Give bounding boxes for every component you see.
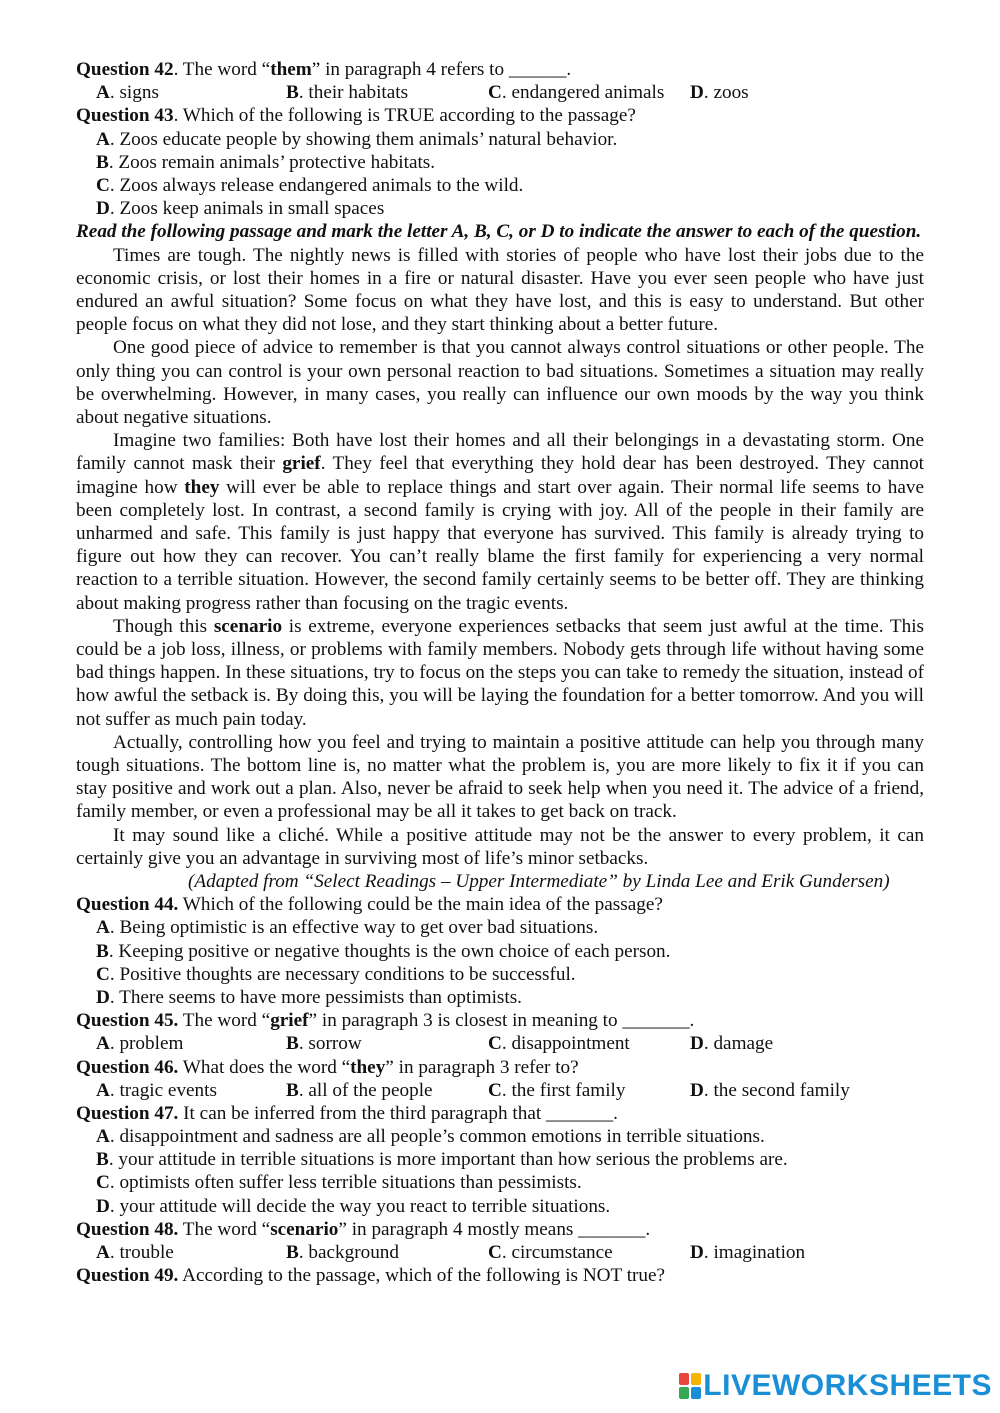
q45-options xyxy=(76,1032,924,1055)
worksheet-page xyxy=(76,58,924,1287)
option-d[interactable]: D. damage xyxy=(690,1033,774,1055)
passage-paragraph-6: It may sound like a cliché. While a positive attitude may not be the answer to every problem, it can certainly give you an advantage in surviving most of life’s minor setbacks. xyxy=(76,824,924,869)
liveworksheets-logo xyxy=(679,1369,992,1403)
question-47: Question 47. It can be inferred from the third paragraph that _______. xyxy=(76,1102,618,1124)
passage-paragraph-1: Times are tough. The nightly news is filled with stories of people who have lost their jobs due to the economic crisis, or lost their homes in a fire or natural disaster. Have you ever seen people who have just endured an awful situation? Some focus on what they have lost, and this is easy to understand. But other people focus on what they did not lose, and they start thinking about a better future. xyxy=(76,244,924,336)
question-number: Question 42 xyxy=(76,59,174,80)
passage-paragraph-2: One good piece of advice to remember is that you cannot always control situations or other people. The only thing you can control is your own personal reaction to bad situations. Sometimes a situation may really be overwhelming. However, in many cases, you really can influence our own moods by the way you think about negative situations. xyxy=(76,337,924,428)
option-c[interactable]: C. circumstance xyxy=(488,1242,613,1264)
question-number: Question 47. xyxy=(76,1102,179,1124)
logo-square-red xyxy=(679,1373,689,1385)
option-b[interactable]: B. background xyxy=(286,1242,399,1264)
question-46: Question 46. What does the word “they” in paragraph 3 refer to? xyxy=(76,1056,579,1078)
logo-mark-icon xyxy=(679,1373,701,1399)
question-43: Question 43. Which of the following is TRUE according to the passage? xyxy=(76,105,636,127)
key-word: grief xyxy=(270,1010,309,1032)
option-c[interactable]: C. Zoos always release endangered animals to the wild. xyxy=(96,174,524,196)
question-number: Question 48. xyxy=(76,1218,179,1240)
option-a[interactable]: A. tragic events xyxy=(96,1079,217,1101)
passage-paragraph-5: Actually, controlling how you feel and trying to maintain a positive attitude can help you through many tough situations. The bottom line is, no matter what the problem is, you are more likely to fix it if you can stay positive and work out a plan. Also, never be afraid to seek help when you need it. The advice of a friend, family member, or even a professional may be all it takes to get back on track. xyxy=(76,731,924,823)
option-b[interactable]: B. your attitude in terrible situations is more important than how serious the problems are. xyxy=(96,1149,788,1171)
passage-paragraph-3: Imagine two families: Both have lost their homes and all their belongings in a devastating storm. One family cannot mask their grief. They feel that everything they hold dear has been destroyed. They cannot imagine how they will ever be able to replace things and start over again. Their normal life seems to have been completely lost. In contrast, a second family is crying with joy. All of the people in their family are unharmed and safe. This family is just happy that everyone has survived. This family is already trying to figure out how they can recover. You can’t really blame the first family for experiencing a very normal reaction to a terrible situation. However, the second family certainly seems to be better off. They are thinking about making progress rather than focusing on the tragic events. xyxy=(76,430,925,614)
option-b[interactable]: B. sorrow xyxy=(286,1033,362,1055)
key-word: scenario xyxy=(270,1218,339,1240)
option-d[interactable]: D. zoos xyxy=(690,82,749,104)
passage-source: (Adapted from “Select Readings – Upper Intermediate” by Linda Lee and Erik Gundersen) xyxy=(188,871,890,892)
option-b[interactable]: B. Zoos remain animals’ protective habitats. xyxy=(96,151,436,173)
passage-paragraph-4: Though this scenario is extreme, everyone experiences setbacks that seem just awful at the time. This could be a job loss, illness, or problems with family members. Nobody gets through life without having some bad things happen. In these situations, try to focus on the steps you can take to remedy the situation, instead of how awful the setback is. By doing this, you will be laying the foundation for a better tomorrow. And you will not suffer as much pain today. xyxy=(76,615,924,730)
logo-square-yellow xyxy=(691,1373,701,1385)
option-d[interactable]: D. imagination xyxy=(690,1242,806,1264)
option-a[interactable]: A. trouble xyxy=(96,1242,174,1264)
option-c[interactable]: C. Positive thoughts are necessary conditions to be successful. xyxy=(96,963,576,985)
option-a[interactable]: A. problem xyxy=(96,1033,184,1055)
option-b[interactable]: B. their habitats xyxy=(286,82,409,104)
question-number: Question 49. xyxy=(76,1265,179,1287)
option-c[interactable]: C. the first family xyxy=(488,1079,626,1101)
highlighted-word-they: they xyxy=(184,476,220,498)
logo-square-blue xyxy=(691,1387,701,1399)
option-d[interactable]: D. the second family xyxy=(690,1079,850,1101)
q48-options xyxy=(76,1241,924,1264)
question-number: Question 46. xyxy=(76,1056,179,1078)
option-c[interactable]: C. disappointment xyxy=(488,1033,630,1055)
logo-text: LIVEWORKSHEETS xyxy=(703,1369,992,1402)
question-49: Question 49. According to the passage, which of the following is NOT true? xyxy=(76,1265,666,1287)
option-a[interactable]: A. signs xyxy=(96,82,159,104)
option-d[interactable]: D. There seems to have more pessimists than optimists. xyxy=(96,986,522,1008)
reading-instruction: Read the following passage and mark the letter A, B, C, or D to indicate the answer to each of the question. xyxy=(76,221,922,243)
logo-square-green xyxy=(679,1387,689,1399)
option-c[interactable]: C. endangered animals xyxy=(488,82,665,104)
option-c[interactable]: C. optimists often suffer less terrible situations than pessimists. xyxy=(96,1172,582,1194)
question-number: Question 44. xyxy=(76,894,179,916)
question-42: Question 42. The word “them” in paragraph 4 refers to ______. xyxy=(76,59,572,80)
option-d[interactable]: D. your attitude will decide the way you react to terrible situations. xyxy=(96,1195,611,1217)
question-48: Question 48. The word “scenario” in paragraph 4 mostly means _______. xyxy=(76,1218,651,1240)
q42-options xyxy=(76,81,924,104)
key-word: them xyxy=(270,59,312,80)
q46-options xyxy=(76,1079,924,1102)
option-d[interactable]: D. Zoos keep animals in small spaces xyxy=(96,198,385,220)
option-b[interactable]: B. Keeping positive or negative thoughts is the own choice of each person. xyxy=(96,940,671,962)
highlighted-word-scenario: scenario xyxy=(213,615,283,637)
key-word: they xyxy=(350,1056,386,1078)
option-a[interactable]: A. Zoos educate people by showing them animals’ natural behavior. xyxy=(96,128,618,150)
option-a[interactable]: A. Being optimistic is an effective way to get over bad situations. xyxy=(96,917,599,939)
question-45: Question 45. The word “grief” in paragraph 3 is closest in meaning to _______. xyxy=(76,1010,695,1032)
option-a[interactable]: A. disappointment and sadness are all people’s common emotions in terrible situations. xyxy=(96,1126,765,1148)
question-number: Question 43 xyxy=(76,105,174,127)
option-b[interactable]: B. all of the people xyxy=(286,1079,433,1101)
question-number: Question 45. xyxy=(76,1010,179,1032)
highlighted-word-grief: grief xyxy=(282,453,321,475)
question-44: Question 44. Which of the following could be the main idea of the passage? xyxy=(76,894,663,916)
